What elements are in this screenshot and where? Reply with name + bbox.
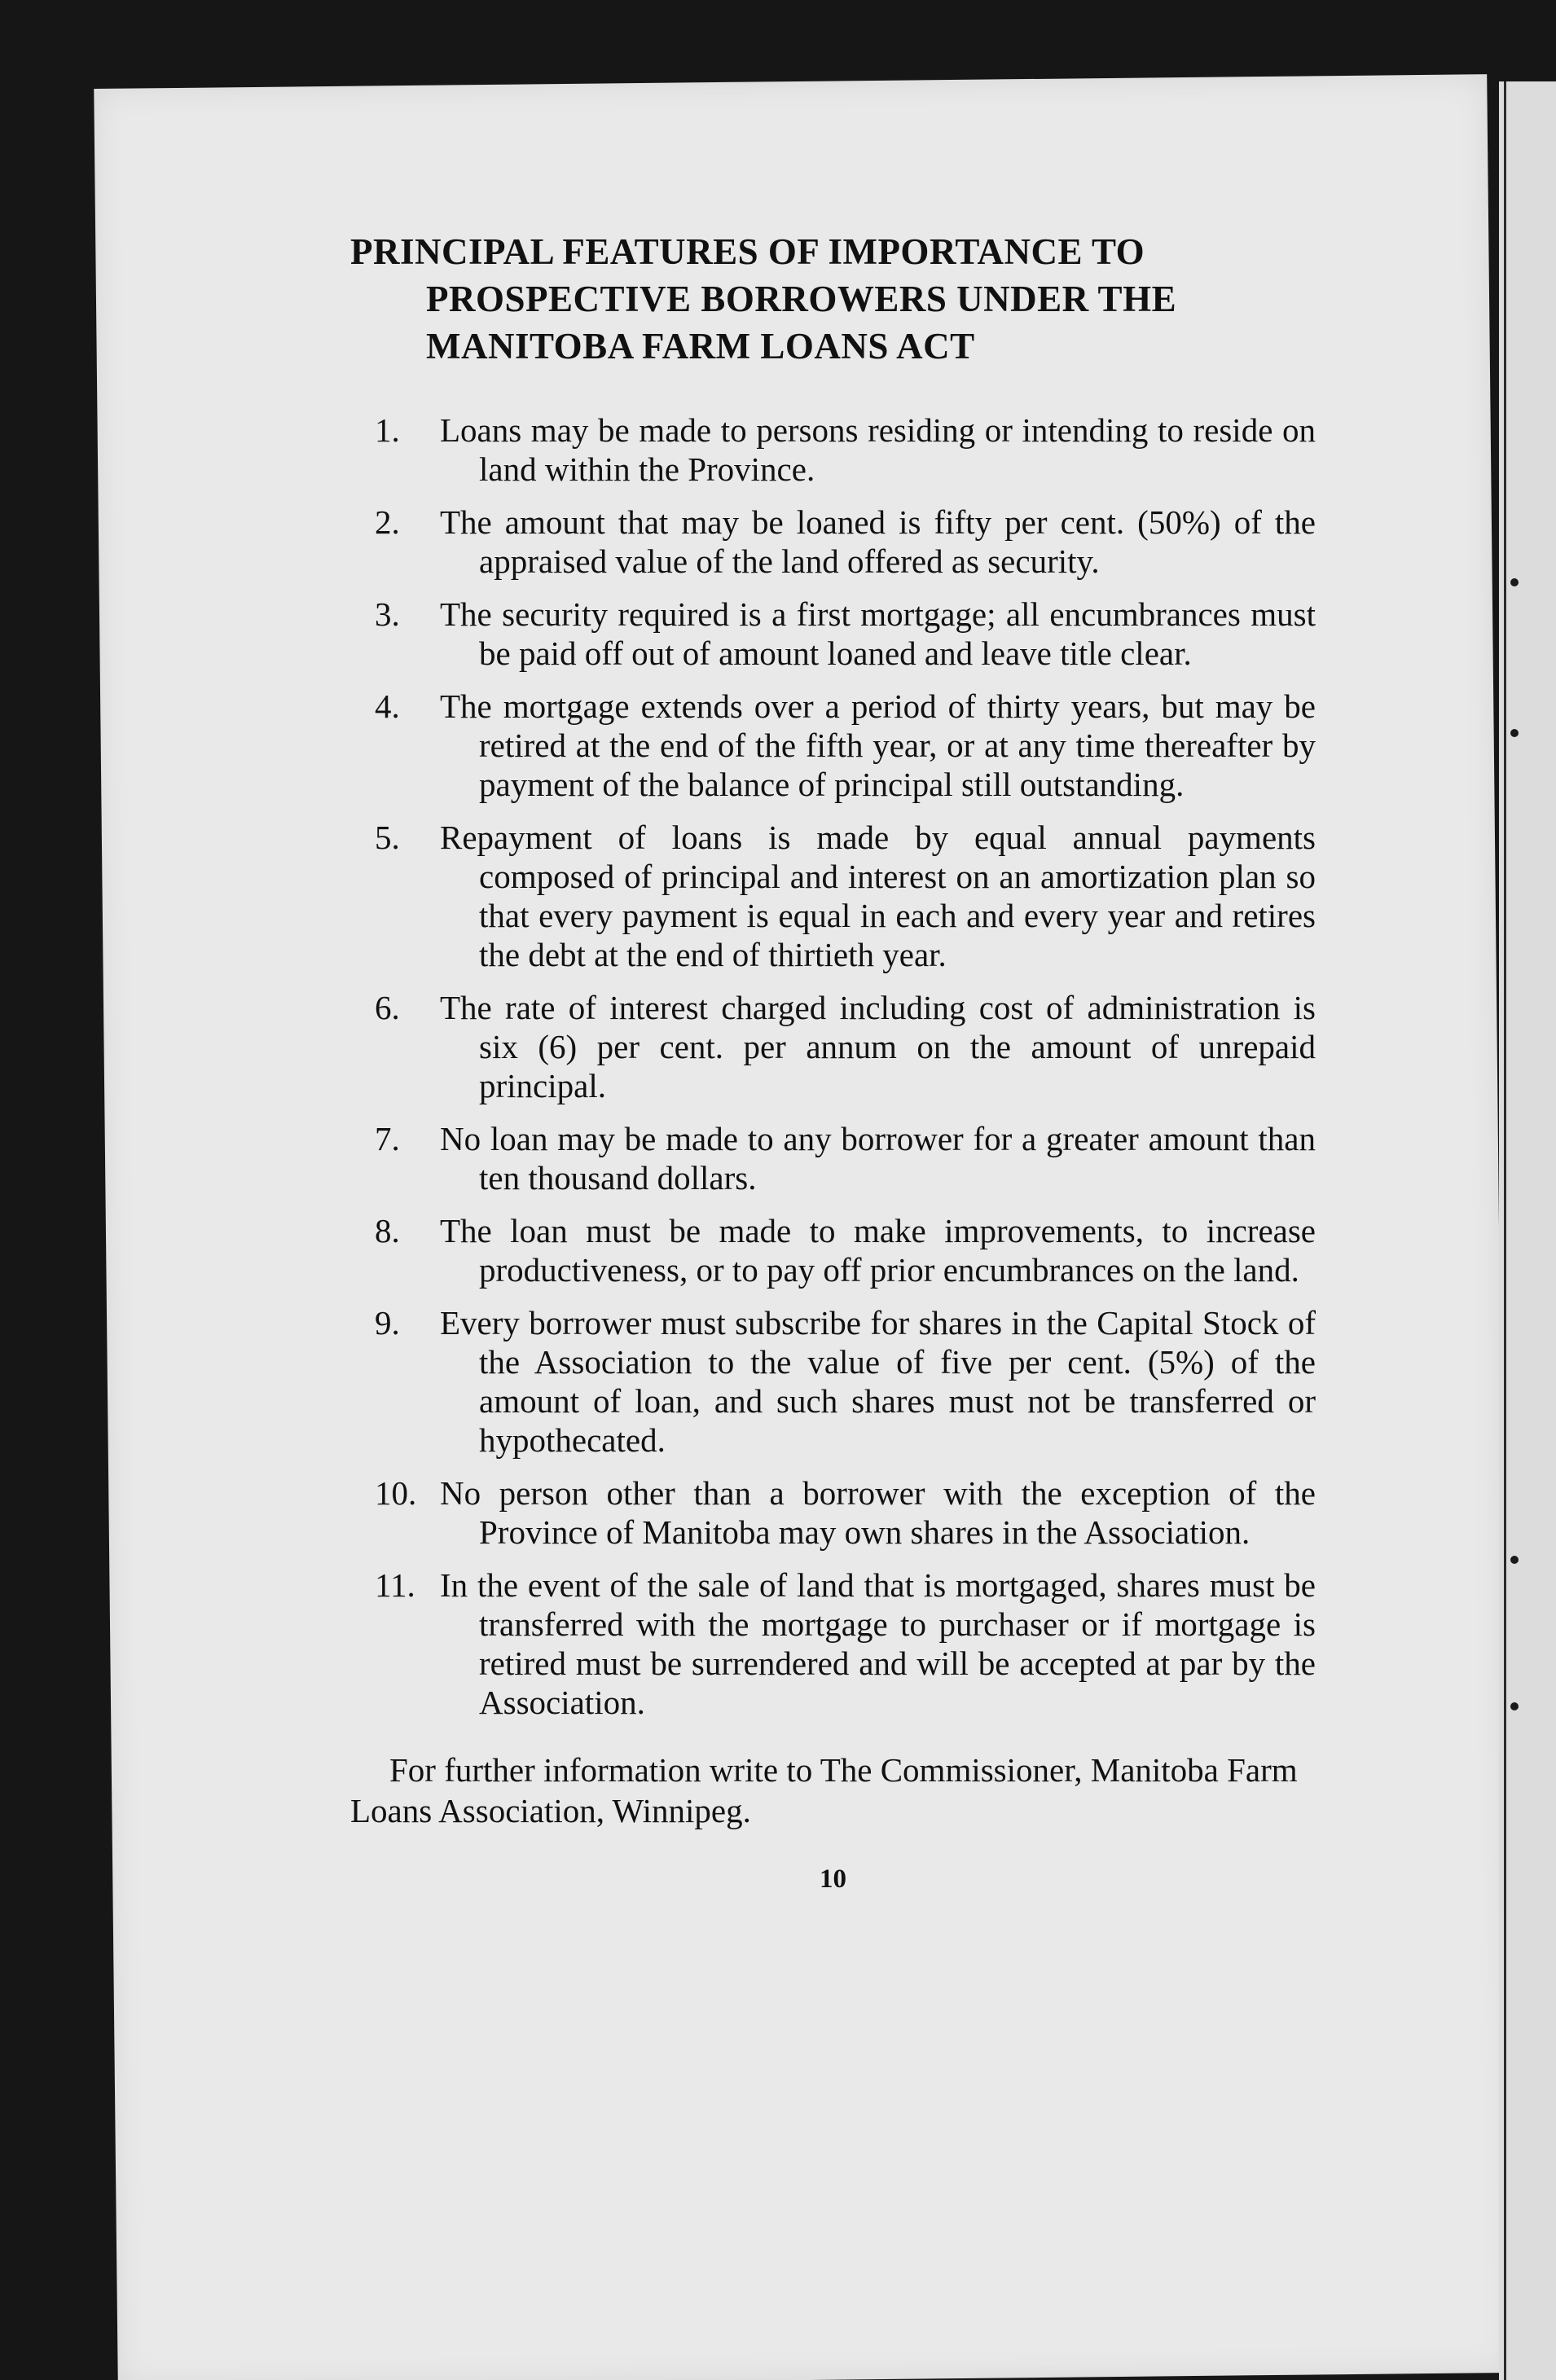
contact-footer: For further information write to The Commissioner, Manitoba Farm Loans Association, Winnipeg. xyxy=(350,1751,1298,1829)
feature-number: 10. xyxy=(375,1474,417,1512)
feature-item-11 xyxy=(350,1565,1316,1722)
feature-item-4 xyxy=(350,687,1316,804)
feature-text: Loans may be made to persons residing or intending to reside on land within the Province. xyxy=(440,411,1316,488)
feature-number: 7. xyxy=(375,1120,400,1157)
feature-number: 3. xyxy=(375,595,400,633)
document-content xyxy=(350,228,1316,1895)
feature-text: The security required is a first mortgage; all encumbrances must be paid off out of amount loaned and leave title clear. xyxy=(440,595,1316,672)
adjacent-page-edge xyxy=(1499,81,1556,2380)
feature-number: 6. xyxy=(375,989,400,1026)
feature-text: The amount that may be loaned is fifty per cent. (50%) of the appraised value of the land offered as security. xyxy=(440,503,1316,580)
feature-number: 1. xyxy=(375,411,400,449)
feature-text: In the event of the sale of land that is mortgaged, shares must be transferred with the mortgage to purchaser or if mortgage is retired must be surrendered and will be accepted at par by the Association. xyxy=(440,1566,1316,1721)
feature-item-10 xyxy=(350,1473,1316,1552)
feature-item-8 xyxy=(350,1211,1316,1289)
edge-mark-3 xyxy=(1510,1556,1519,1564)
feature-text: The rate of interest charged including cost of administration is six (6) per cent. per annum on the amount of unrepaid principal. xyxy=(440,989,1316,1104)
feature-number: 11. xyxy=(375,1566,415,1604)
feature-number: 9. xyxy=(375,1304,400,1341)
feature-item-6 xyxy=(350,988,1316,1105)
edge-mark-1 xyxy=(1510,578,1519,586)
page-edge-rule xyxy=(1504,81,1506,2380)
feature-item-7 xyxy=(350,1119,1316,1197)
edge-mark-2 xyxy=(1510,729,1519,737)
document-title: PRINCIPAL FEATURES OF IMPORTANCE TO PROSPECTIVE BORROWERS UNDER THE MANITOBA FARM LOANS ACT xyxy=(350,231,1177,367)
feature-item-1 xyxy=(350,411,1316,489)
feature-number: 5. xyxy=(375,819,400,856)
edge-mark-4 xyxy=(1510,1702,1519,1710)
feature-text: Repayment of loans is made by equal annual payments composed of principal and interest on an amortization plan so that every payment is equal in each and every year and retires the debt at the end of thirtieth year. xyxy=(440,819,1316,973)
feature-number: 4. xyxy=(375,687,400,725)
page-number: 10 xyxy=(820,1864,846,1894)
feature-number: 2. xyxy=(375,503,400,541)
feature-item-9 xyxy=(350,1303,1316,1460)
feature-text: Every borrower must subscribe for shares in the Capital Stock of the Association to the value of five per cent. (5%) of the amount of loan, and such shares must not be transferred or hypothecated. xyxy=(440,1304,1316,1459)
feature-text: No loan may be made to any borrower for a greater amount than ten thousand dollars. xyxy=(440,1120,1316,1197)
feature-item-5 xyxy=(350,818,1316,974)
feature-number: 8. xyxy=(375,1212,400,1249)
feature-text: The mortgage extends over a period of thirty years, but may be retired at the end of the fifth year, or at any time thereafter by payment of the balance of principal still outstanding. xyxy=(440,687,1316,803)
feature-item-2 xyxy=(350,503,1316,581)
features-list xyxy=(350,411,1316,1722)
feature-text: No person other than a borrower with the exception of the Province of Manitoba may own shares in the Association. xyxy=(440,1474,1316,1551)
feature-item-3 xyxy=(350,595,1316,673)
feature-text: The loan must be made to make improvements, to increase productiveness, or to pay off prior encumbrances on the land. xyxy=(440,1212,1316,1289)
